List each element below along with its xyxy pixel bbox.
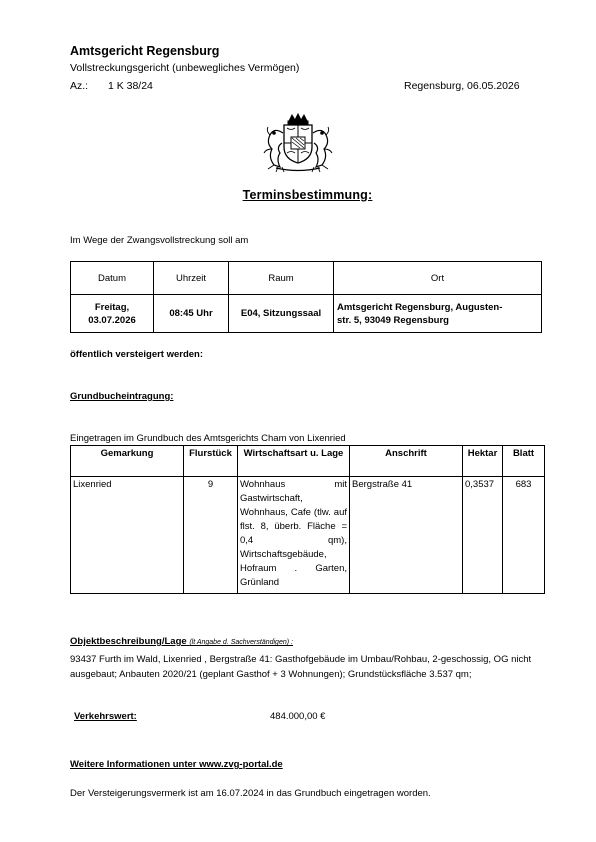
land-register-registered: Eingetragen im Grundbuch des Amtsgerichts Cham von Lixenried [70, 433, 346, 444]
appointment-place-line1: Amtsgericht Regensburg, Augusten- [337, 301, 503, 313]
header-uhrzeit: Uhrzeit [154, 262, 229, 295]
market-value-label: Verkehrswert: [74, 711, 137, 722]
object-heading [70, 636, 293, 647]
header-anschrift: Anschrift [350, 446, 463, 477]
object-heading-note: (lt Angabe d. Sachverständigen) : [189, 639, 293, 646]
court-subtitle: Vollstreckungsgericht (unbewegliches Vermögen) [70, 62, 300, 74]
auction-phrase: öffentlich versteigert werden: [70, 349, 204, 360]
appointment-value-row [71, 295, 542, 333]
case-number [70, 80, 153, 92]
cell-wirtschaftsart: Wohnhaus mit Gastwirtschaft, Wohnhaus, Cafe (tlw. auf flst. 8, überb. Fläche = 0,4 qm), Wirtschaftsgebäude, Hofraum . Garten, Grünland [238, 477, 350, 594]
cell-hektar: 0,3537 [463, 477, 503, 594]
land-register-heading: Grundbucheintragung: [70, 391, 174, 402]
table-row [71, 477, 545, 594]
place-date: Regensburg, 06.05.2026 [404, 80, 520, 92]
document-title: Terminsbestimmung: [242, 188, 373, 202]
header-ort: Ort [334, 262, 542, 295]
appointment-date [71, 295, 154, 333]
case-number-label: Az.: [70, 80, 89, 92]
header-flurstueck: Flurstück [184, 446, 238, 477]
appointment-room: E04, Sitzungssaal [229, 295, 334, 333]
cell-gemarkung: Lixenried [71, 477, 184, 594]
header-wirtschaftsart: Wirtschaftsart u. Lage [238, 446, 350, 477]
header-hektar: Hektar [463, 446, 503, 477]
land-register-header-row [71, 446, 545, 477]
header-gemarkung: Gemarkung [71, 446, 184, 477]
appointment-date-value: 03.07.2026 [88, 314, 136, 326]
bavarian-coat-of-arms-icon [262, 113, 334, 173]
more-info-link[interactable]: Weitere Informationen unter www.zvg-portal.de [70, 759, 283, 770]
intro-text: Im Wege der Zwangsvollstreckung soll am [70, 235, 249, 246]
appointment-table [70, 261, 542, 333]
cell-anschrift: Bergstraße 41 [350, 477, 463, 594]
land-register-table [70, 445, 545, 594]
header-datum: Datum [71, 262, 154, 295]
header-raum: Raum [229, 262, 334, 295]
appointment-time: 08:45 Uhr [154, 295, 229, 333]
appointment-place-line2: str. 5, 93049 Regensburg [337, 314, 449, 326]
appointment-header-row [71, 262, 542, 295]
appointment-place [334, 295, 542, 333]
case-number-value: 1 K 38/24 [107, 80, 153, 92]
object-heading-text: Objektbeschreibung/Lage [70, 636, 187, 647]
object-description: 93437 Furth im Wald, Lixenried , Bergstraße 41: Gasthofgebäude im Umbau/Rohbau, 2-geschossig, OG nicht ausgebaut; Anbauten 2020/21 (geplant Gasthof + 3 Wohnungen); Grundstücksfläche 3.537 qm; [70, 654, 532, 680]
header-blatt: Blatt [503, 446, 545, 477]
appointment-weekday: Freitag, [94, 301, 130, 313]
cell-flurstueck: 9 [184, 477, 238, 594]
market-value: 484.000,00 € [270, 711, 326, 722]
court-name: Amtsgericht Regensburg [70, 44, 220, 58]
footer-note: Der Versteigerungsvermerk ist am 16.07.2024 in das Grundbuch eingetragen worden. [70, 788, 431, 799]
cell-blatt: 683 [503, 477, 545, 594]
